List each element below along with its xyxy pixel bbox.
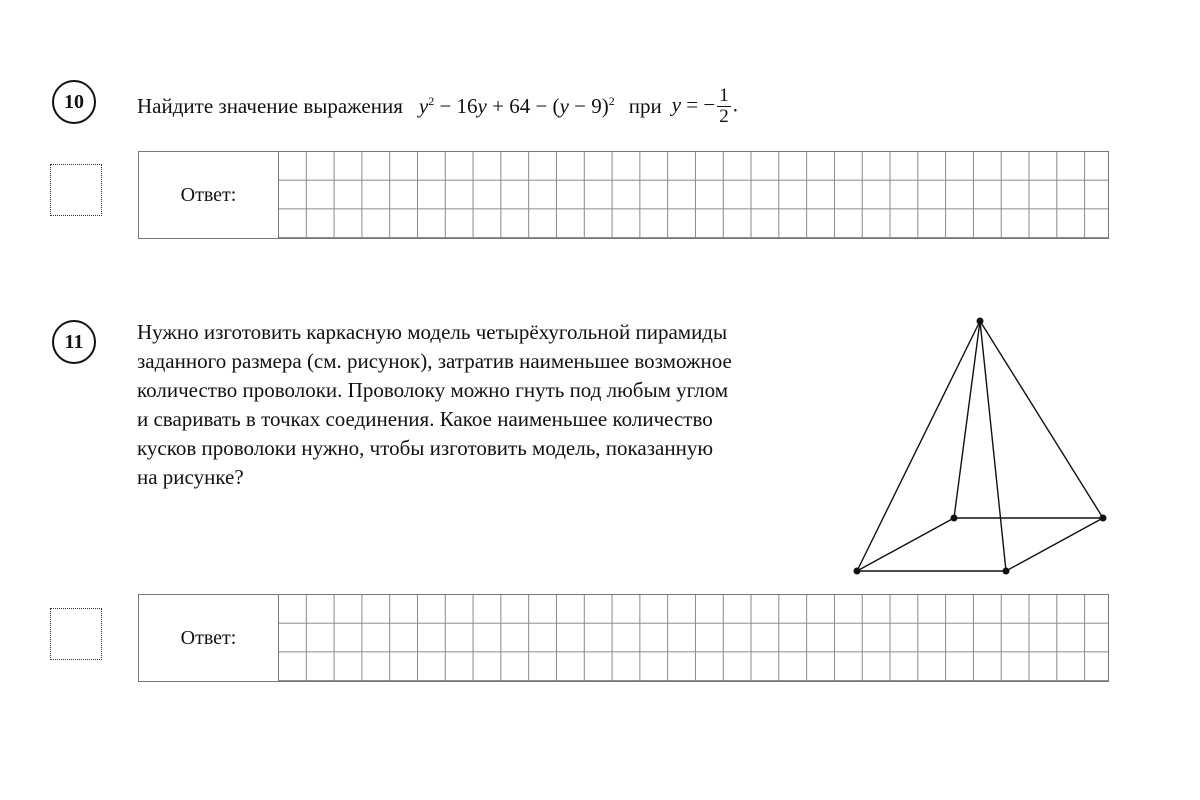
cond-fraction: [717, 86, 731, 127]
expr-exponent: 2: [428, 93, 435, 108]
expr-part: − 9): [568, 93, 609, 118]
expr-part: + 64 − (: [486, 93, 560, 118]
task-11-line: количество проволоки. Проволоку можно гнуть под любым углом: [137, 378, 729, 402]
cond-equals: = −: [681, 91, 716, 116]
task-11-number-text: 11: [64, 330, 84, 353]
task-11-line: Нужно изготовить каркасную модель четырёхугольной пирамиды: [137, 320, 728, 344]
task-10-statement: [137, 86, 738, 126]
task-11-line: кусков проволоки нужно, чтобы изготовить модель, показанную: [137, 436, 714, 460]
edge-base-left: [857, 518, 954, 571]
task-11-line: и сваривать в точках соединения. Какое наименьшее количество: [137, 407, 713, 431]
task-10-when: при: [628, 93, 662, 118]
fraction-denominator: 2: [719, 105, 729, 127]
expr-var: y: [477, 93, 487, 118]
task-11-line: на рисунке?: [137, 465, 244, 489]
task-11-answer-label: Ответ:: [139, 595, 279, 681]
cond-period: .: [732, 91, 738, 116]
edge-apex-back-left: [954, 321, 980, 518]
vertex-apex: [977, 318, 984, 325]
task-10-expression: [419, 94, 615, 119]
vertex-front-right: [1003, 568, 1010, 575]
expr-var: y: [418, 93, 429, 118]
task-11-line: заданного размера (см. рисунок), затратив наименьшее возможное: [137, 349, 732, 373]
task-10-answer-grid[interactable]: [279, 152, 1108, 238]
task-10-number-text: 10: [64, 90, 84, 113]
fraction-numerator: 1: [719, 84, 729, 106]
expr-var: y: [559, 93, 569, 118]
task-11-score-box: [50, 608, 102, 660]
vertex-back-right: [1100, 515, 1107, 522]
task-10-number: [52, 80, 96, 124]
task-11-answer-grid[interactable]: [279, 595, 1108, 681]
task-10-score-box: [50, 164, 102, 216]
edge-apex-front-left: [857, 321, 980, 571]
task-11-answer-box: [138, 594, 1109, 682]
pyramid-figure: [840, 305, 1120, 590]
edge-apex-front-right: [980, 321, 1006, 571]
task-10-prompt: Найдите значение выражения: [137, 93, 403, 118]
task-10-answer-label: Ответ:: [139, 152, 279, 238]
edge-base-right: [1006, 518, 1103, 571]
expr-exponent: 2: [608, 93, 615, 108]
expr-part: − 16: [434, 93, 478, 118]
vertex-front-left: [854, 568, 861, 575]
task-10-condition: [672, 86, 738, 127]
edge-apex-back-right: [980, 321, 1103, 518]
task-11-text: [137, 318, 830, 492]
task-10-answer-box: [138, 151, 1109, 239]
vertex-back-left: [951, 515, 958, 522]
cond-var: y: [671, 91, 682, 116]
task-11-number: [52, 320, 96, 364]
